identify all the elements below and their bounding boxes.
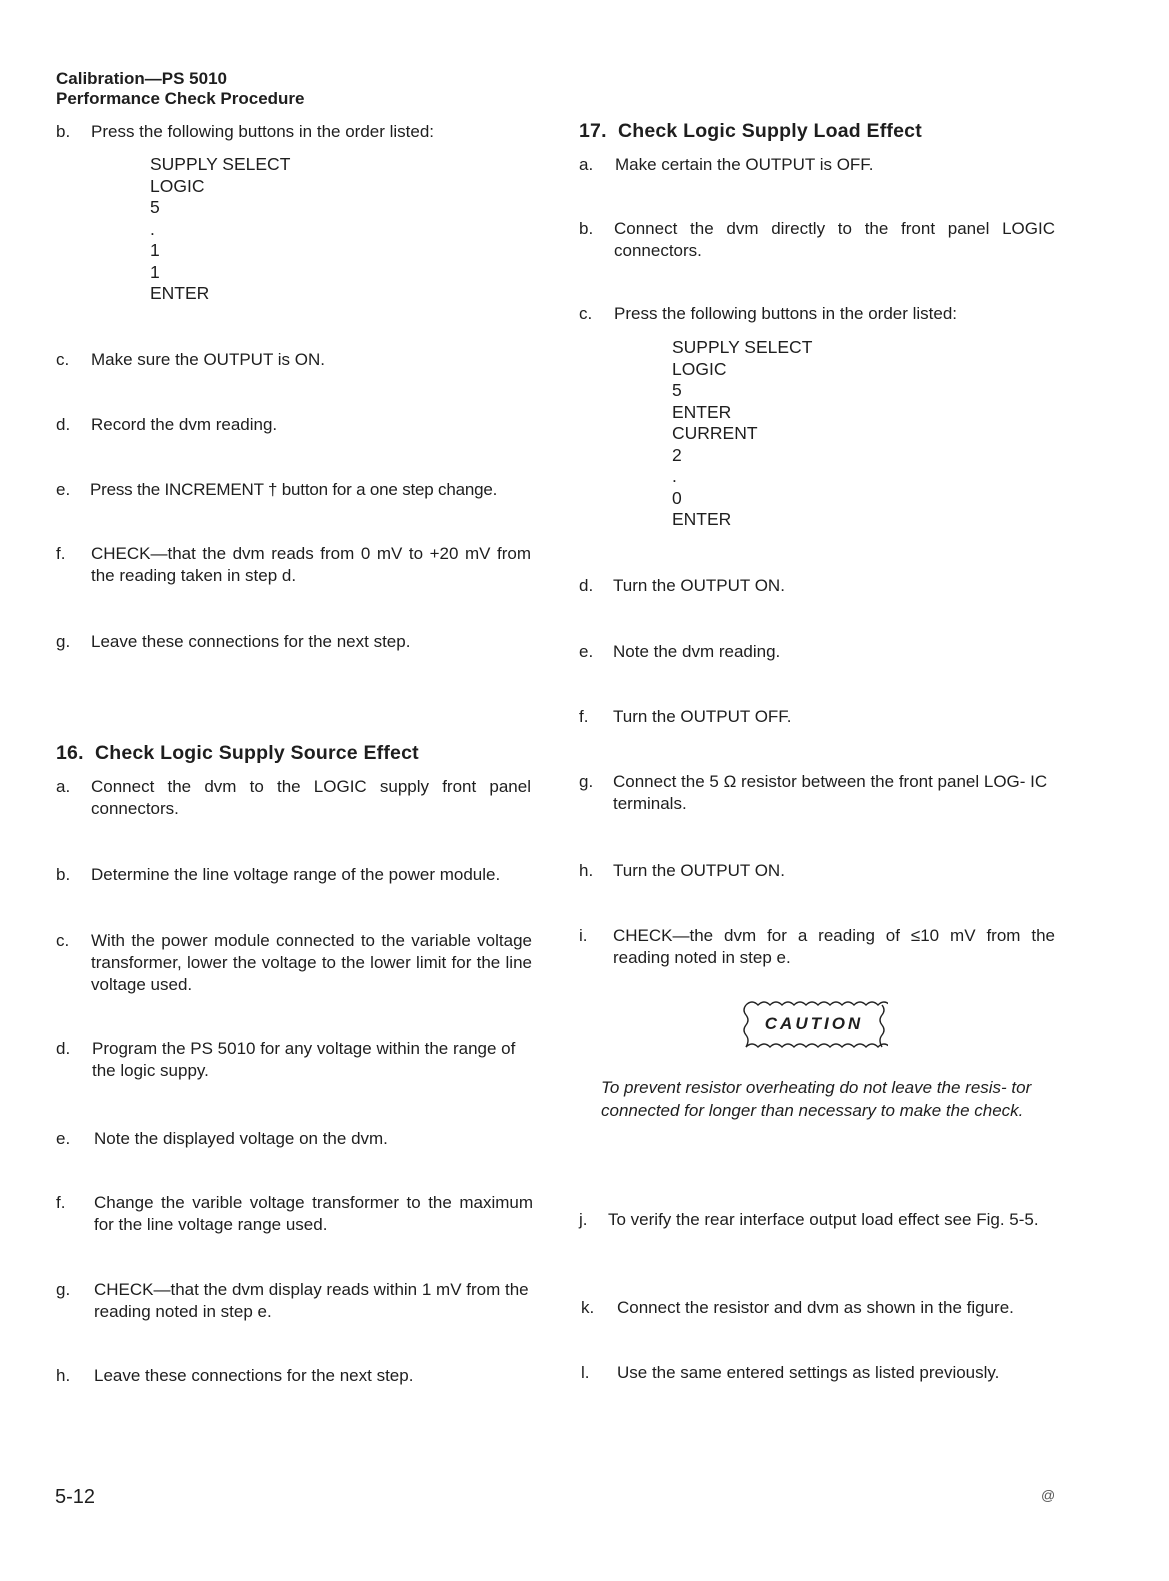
button-entry: . [672,466,677,486]
list-item [56,631,536,655]
item-text: To verify the rear interface output load effect see Fig. 5-5. [608,1210,1039,1229]
item-label: f. [56,544,66,563]
item-label: a. [56,777,71,796]
item-label: e. [56,480,71,499]
button-entry: 2 [672,444,682,465]
list-item [579,706,1059,730]
list-item [579,303,1059,327]
list-item [56,1192,536,1240]
item-text: CHECK—the dvm for a reading of ≤10 mV from the reading noted in step e. [613,926,1055,967]
item-text: With the power module connected to the variable voltage transformer, lower the voltage to the lower limit for the line voltage used. [91,931,532,994]
item-label: k. [581,1298,595,1317]
list-item [56,121,536,145]
list-item [56,414,536,438]
item-label: c. [56,931,70,950]
button-entry: 5 [672,380,682,400]
item-text: Note the displayed voltage on the dvm. [94,1129,388,1148]
button-entry: 0 [672,487,682,508]
item-text: Turn the OUTPUT ON. [613,861,785,880]
list-item [56,864,536,888]
item-label: i. [579,926,588,945]
list-item [579,1209,1059,1257]
item-label: c. [56,350,70,369]
item-text: CHECK—that the dvm reads from 0 mV to +20 mV from the reading taken in step d. [91,544,531,585]
button-entry: SUPPLY SELECT [672,337,813,357]
item-text: Record the dvm reading. [91,415,278,434]
item-label: h. [56,1366,71,1385]
item-text: Change the varible voltage transformer to the maximum for the line voltage range used. [94,1193,533,1234]
item-label: f. [579,707,589,726]
item-text: Connect the resistor and dvm as shown in the figure. [617,1298,1014,1317]
item-text: Press the INCREMENT † button for a one step change. [90,480,498,499]
item-label: g. [56,632,71,651]
list-item [56,349,536,373]
item-label: h. [579,861,594,880]
item-label: d. [56,1039,71,1058]
running-header-subtitle: Performance Check Procedure [56,89,305,108]
item-text: Press the following buttons in the order listed: [91,122,435,141]
item-text: Turn the OUTPUT OFF. [613,707,792,726]
list-item [581,1297,1061,1321]
list-item [579,925,1059,973]
item-text: Leave these connections for the next step. [91,632,411,651]
list-item [579,860,1059,884]
item-label: b. [56,865,71,884]
item-text: Connect the dvm directly to the front panel LOGIC connectors. [614,219,1055,260]
item-label: e. [56,1129,71,1148]
item-label: g. [56,1280,71,1299]
item-label: b. [56,122,71,141]
item-text: Note the dvm reading. [613,642,781,661]
item-label: e. [579,642,594,661]
list-item [56,776,536,824]
item-text: Leave these connections for the next step. [94,1366,414,1385]
list-item [56,1279,536,1327]
button-sequence [150,154,290,305]
button-sequence [672,337,812,531]
item-text: Turn the OUTPUT ON. [613,576,785,595]
list-item [56,930,536,1000]
item-label: a. [579,155,594,174]
list-item [581,1362,1061,1386]
item-label: b. [579,219,594,238]
item-label: j. [579,1210,588,1229]
list-item [579,641,1059,665]
list-item [579,218,1059,266]
footer-mark: @ [1041,1487,1056,1503]
button-entry: SUPPLY SELECT [150,154,291,174]
item-text: Press the following buttons in the order listed: [614,304,958,323]
page-number: 5-12 [55,1486,96,1508]
button-entry: ENTER [150,283,210,303]
item-text: Program the PS 5010 for any voltage within the range of the logic suppy. [92,1039,516,1080]
list-item [579,154,1059,178]
item-text: Make sure the OUTPUT is ON. [91,350,325,369]
item-label: l. [581,1363,590,1382]
caution-box [742,998,888,1054]
list-item [56,1365,536,1389]
caution-text: To prevent resistor overheating do not leave the resis- tor connected for longer than necessary to make the check. [601,1078,1032,1120]
section-16-heading: 16. Check Logic Supply Source Effect [56,742,419,764]
button-entry: 5 [150,197,160,217]
button-entry: LOGIC [672,358,727,379]
item-text: Determine the line voltage range of the power module. [91,865,501,884]
button-entry: CURRENT [672,423,758,443]
button-entry: 1 [150,240,160,260]
list-item [56,1128,536,1152]
list-item [579,771,1059,819]
caution-label: CAUTION [764,1014,864,1033]
section-17-heading: 17. Check Logic Supply Load Effect [579,120,922,142]
item-label: g. [579,772,594,791]
item-label: d. [579,576,594,595]
item-label: f. [56,1193,66,1212]
button-entry: ENTER [672,509,732,529]
button-entry: ENTER [672,401,732,422]
item-text: Connect the 5 Ω resistor between the front panel LOG- IC terminals. [613,772,1048,813]
item-label: d. [56,415,71,434]
list-item [56,543,536,591]
item-text: Use the same entered settings as listed previously. [617,1363,1000,1382]
item-text: Make certain the OUTPUT is OFF. [615,155,874,174]
running-header-title: Calibration—PS 5010 [56,69,228,88]
list-item [579,575,1059,599]
button-entry: LOGIC [150,175,205,196]
item-text: Connect the dvm to the LOGIC supply front panel connectors. [91,777,531,818]
list-item [56,479,536,503]
item-label: c. [579,304,593,323]
item-text: CHECK—that the dvm display reads within 1 mV from the reading noted in step e. [94,1280,529,1321]
button-entry: 1 [150,261,160,282]
list-item [56,1038,536,1086]
button-entry: . [150,218,155,239]
